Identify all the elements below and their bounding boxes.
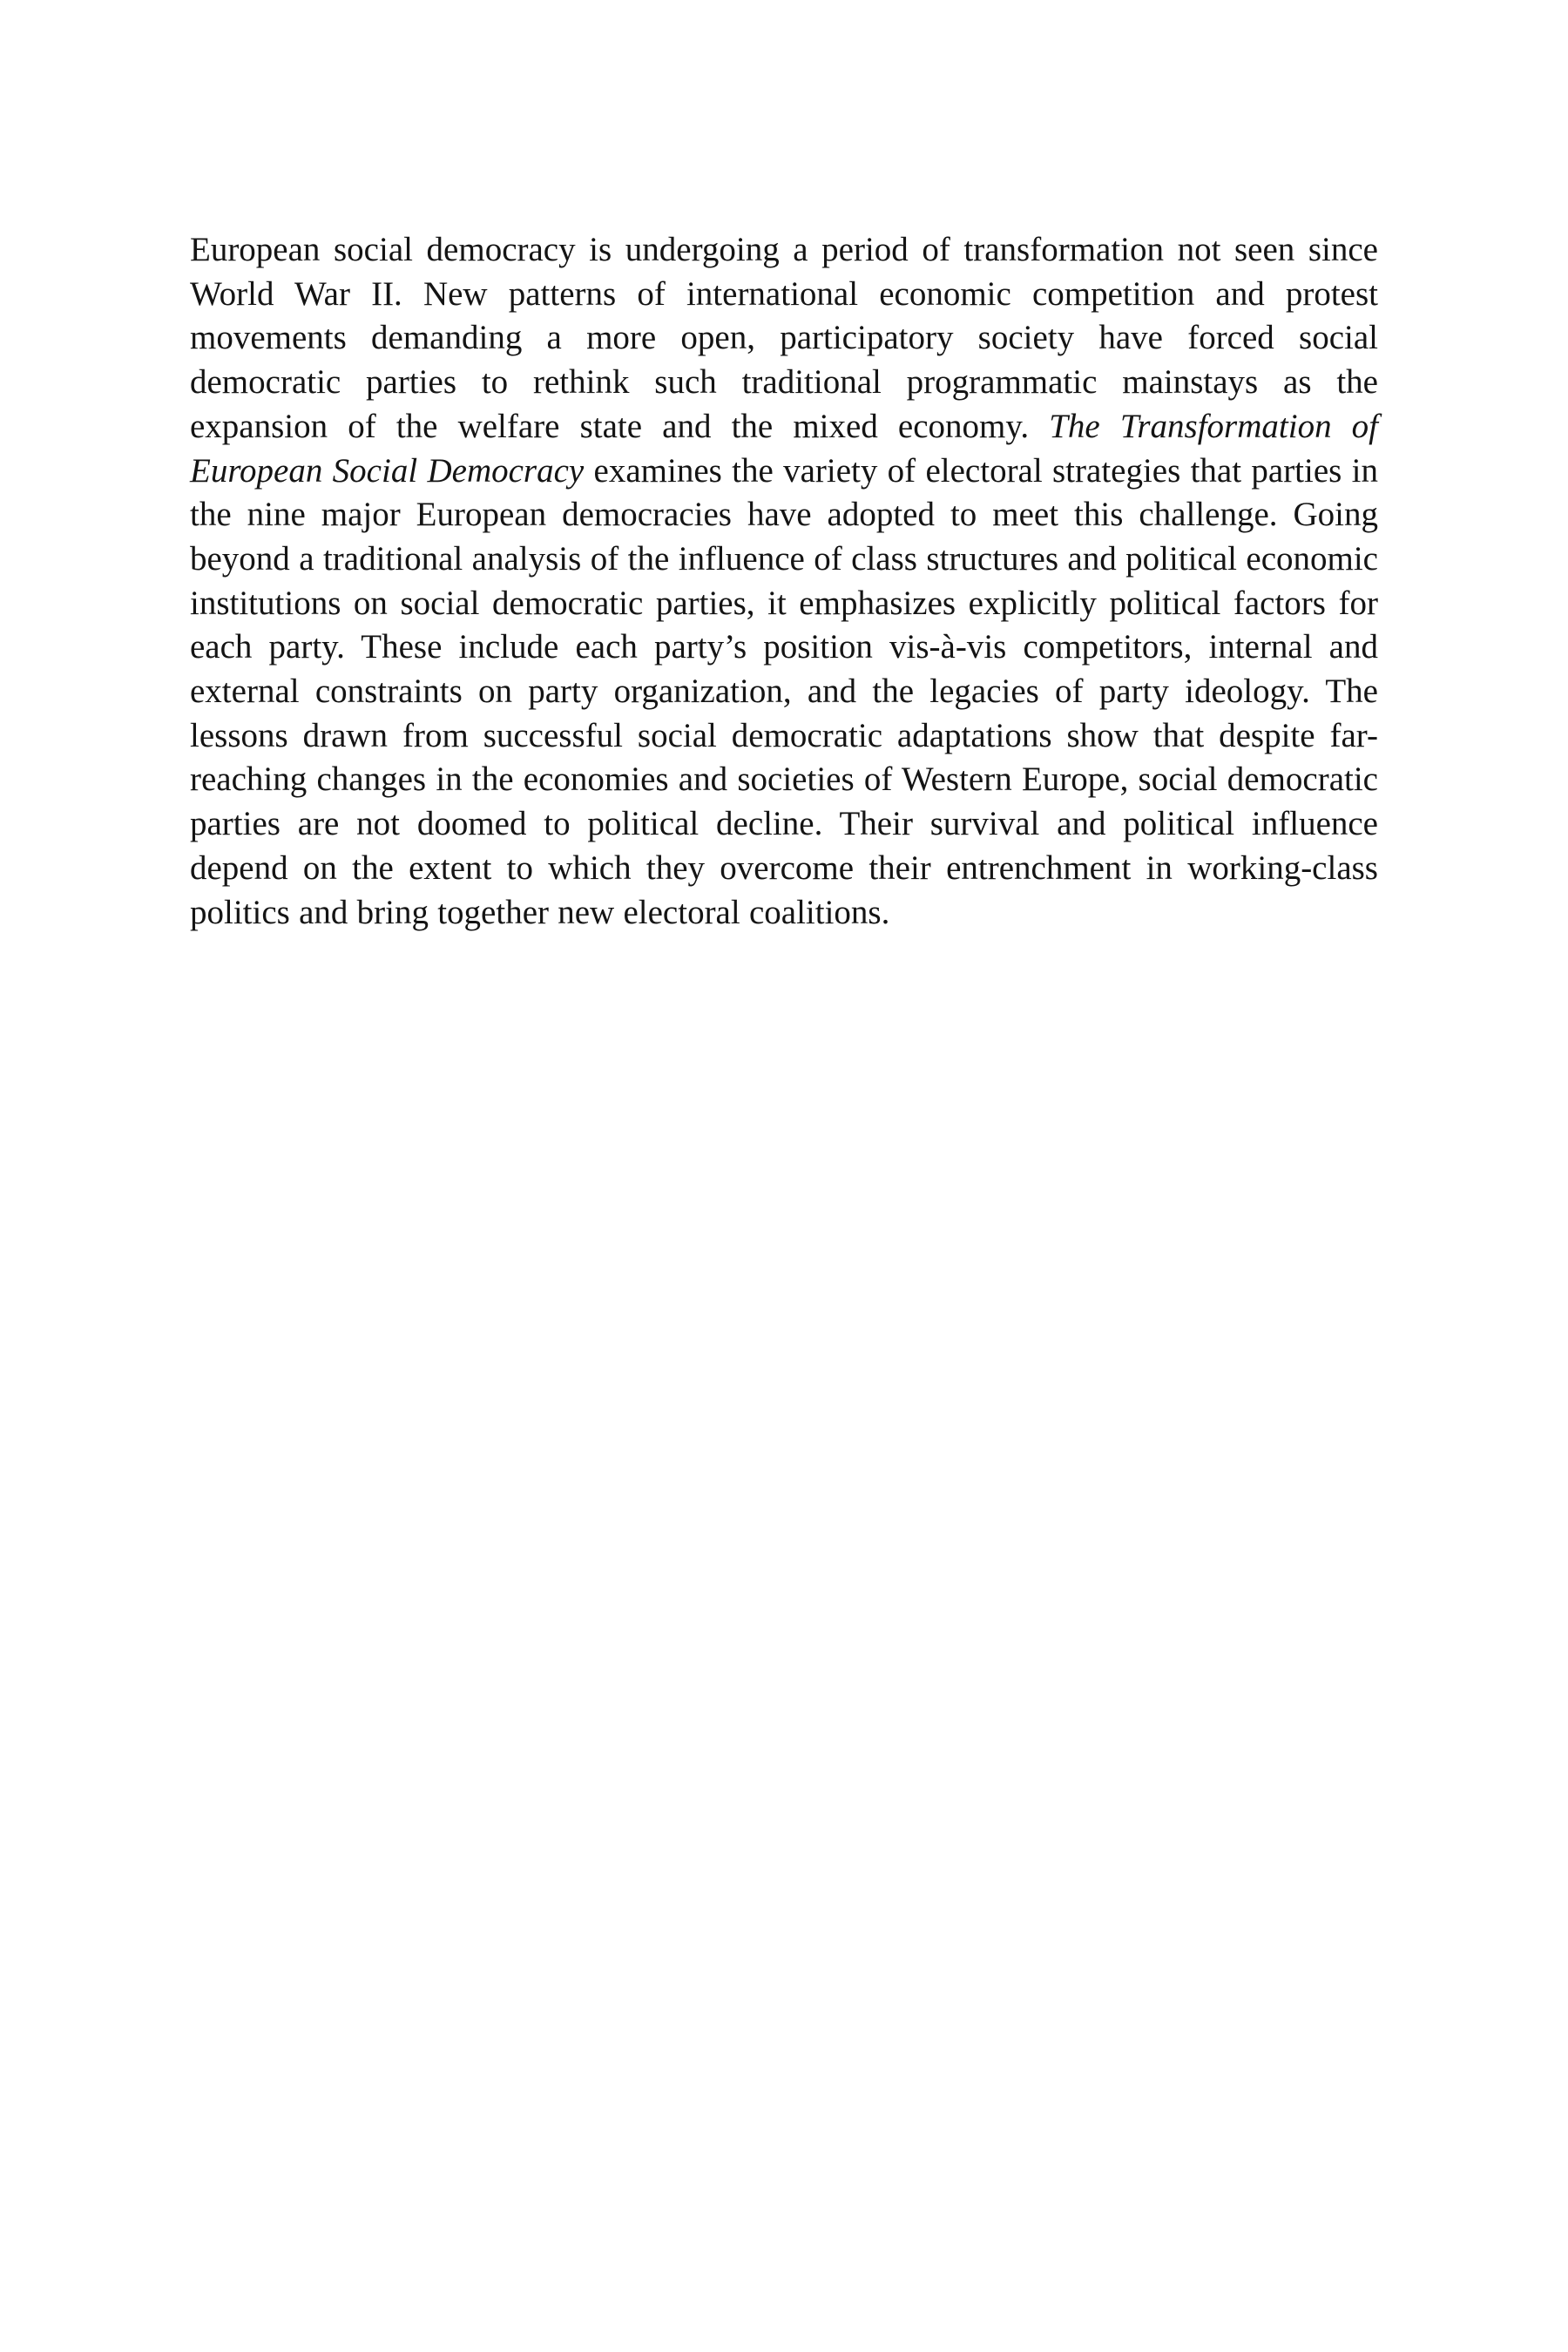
paragraph-text-part-1: European social democracy is undergoing a period of transformation not seen since World War II. New patterns of international economic competition and protest movements demanding a more open, participatory society have forced social democratic parties to rethink such traditional programmatic mainstays as the expansion of the welfare state and the mixed economy.: [190, 231, 1378, 445]
book-title-italic: The Transformation of European Social Democracy: [190, 407, 1379, 490]
paragraph-text-part-2: examines the variety of electoral strategies that parties in the nine major European democracies have adopted to meet this challenge. Going beyond a traditional analysis of the influence of class structures and political economic institutions on social democratic parties, it emphasizes explicitly political factors for each party. These include each party’s position vis-à-vis competitors, internal and external constraints on party organization, and the legacies of party ideology. The lessons drawn from successful social democratic adaptations show that despite far-reaching changes in the economies and societies of Western Europe, social democratic parties are not doomed to political decline. Their survival and political influence depend on the extent to which they overcome their entrenchment in working-class politics and bring together new electoral coalitions.: [190, 451, 1378, 931]
book-description-paragraph: [190, 228, 1378, 935]
